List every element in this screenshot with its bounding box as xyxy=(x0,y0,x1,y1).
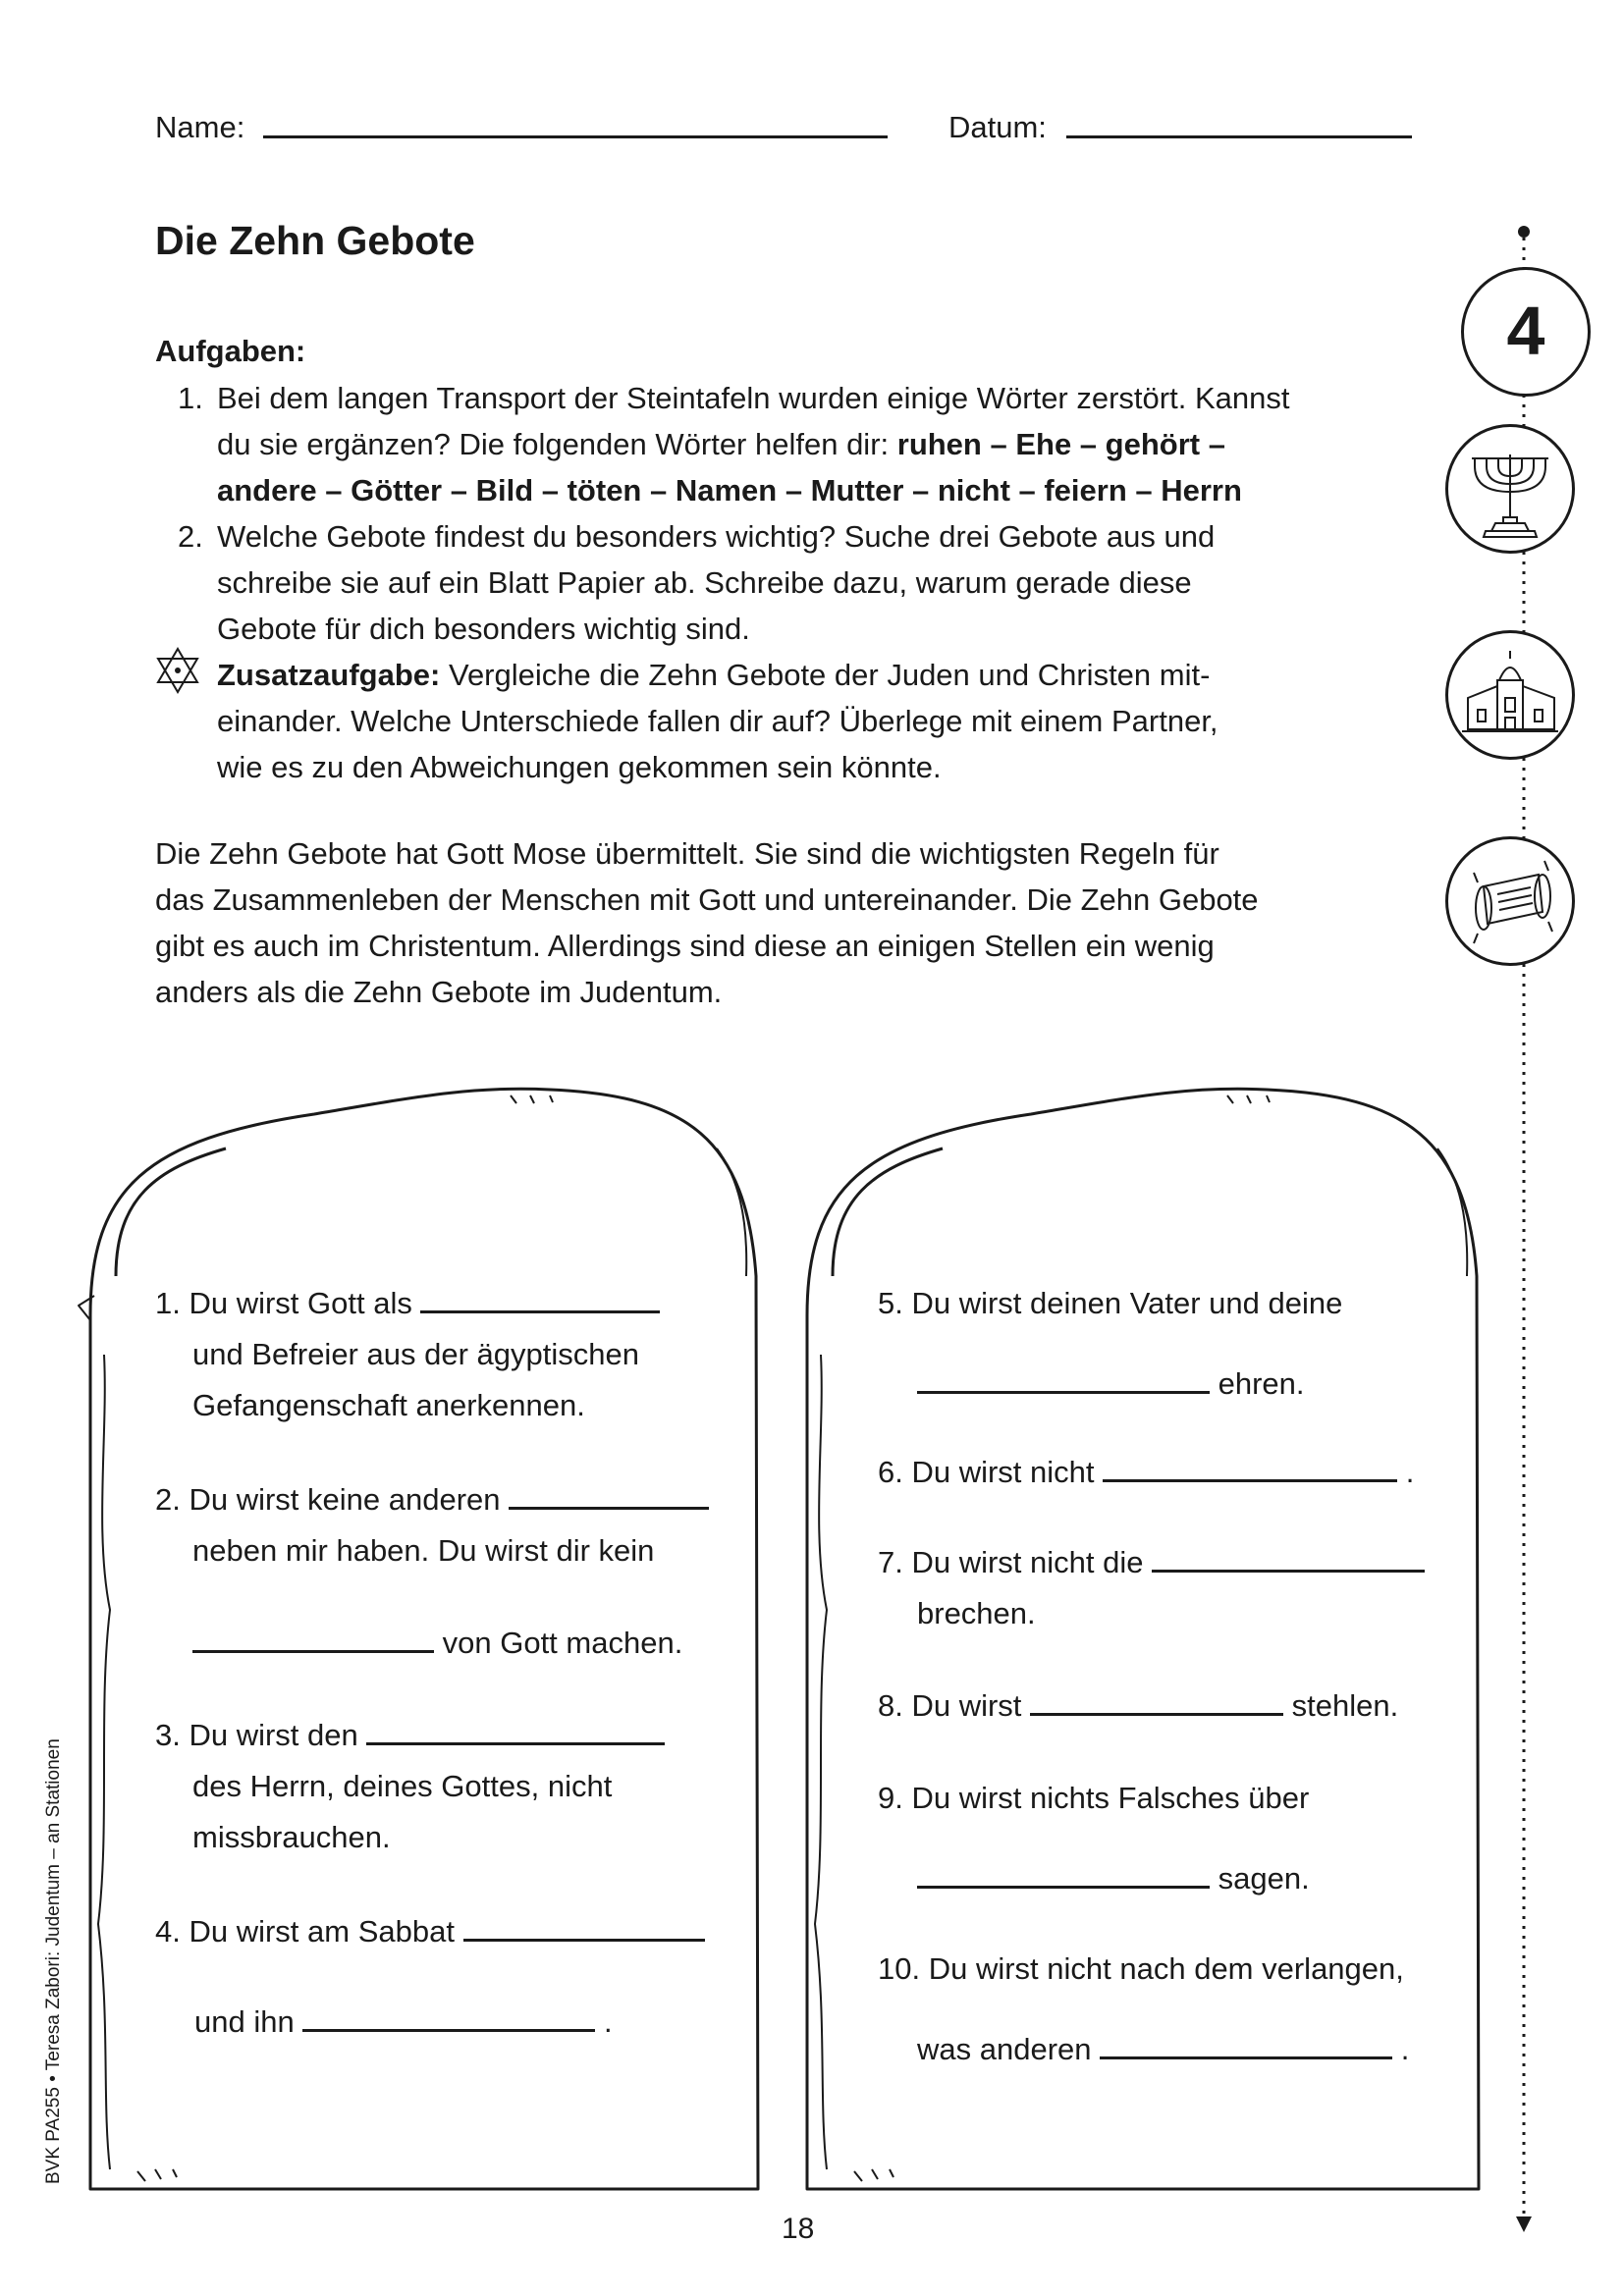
commandment-9-line2 xyxy=(917,1853,1310,1904)
station-number: 4 xyxy=(1506,293,1545,369)
publisher-credit: BVK PA255 • Teresa Zabori: Judentum – an Stationen xyxy=(43,1738,64,2184)
commandment-7 xyxy=(878,1537,1425,1588)
blank-field[interactable] xyxy=(302,2028,595,2032)
commandment-10: 10. Du wirst nicht nach dem verlangen, xyxy=(878,1951,1404,1986)
intro-text: das Zusammenleben der Menschen mit Gott und untereinander. Die Zehn Gebote xyxy=(155,882,1259,917)
commandment-text: 2. Du wirst keine anderen xyxy=(155,1482,501,1517)
blank-field[interactable] xyxy=(917,1390,1210,1394)
task-text-part: du sie ergänzen? Die folgenden Wörter helfen dir: xyxy=(217,427,897,461)
page-title: Die Zehn Gebote xyxy=(155,218,475,263)
extra-task-label: Zusatzaufgabe: xyxy=(217,658,441,692)
blank-field[interactable] xyxy=(1152,1569,1425,1573)
task-text: schreibe sie auf ein Blatt Papier ab. Schreibe dazu, warum gerade diese xyxy=(217,565,1192,600)
word-bank: ruhen – Ehe – gehört – xyxy=(896,427,1225,461)
intro-text: gibt es auch im Christentum. Allerdings sind diese an einigen Stellen ein wenig xyxy=(155,929,1215,963)
commandment-5: 5. Du wirst deinen Vater und deine xyxy=(878,1286,1343,1320)
commandment-1 xyxy=(155,1278,660,1329)
commandment-text: von Gott machen. xyxy=(442,1626,683,1660)
commandment-5-line2 xyxy=(917,1359,1305,1410)
commandment-text: . xyxy=(1400,2032,1410,2066)
commandment-6 xyxy=(878,1447,1414,1498)
task-number: 2. xyxy=(178,519,203,554)
commandment-text: brechen. xyxy=(917,1596,1036,1630)
commandment-10-line2 xyxy=(917,2024,1409,2075)
task-text: Welche Gebote findest du besonders wichtig? Suche drei Gebote aus und xyxy=(217,519,1216,554)
intro-text: anders als die Zehn Gebote im Judentum. xyxy=(155,975,723,1009)
date-label: Datum: xyxy=(948,110,1047,144)
tasks-heading: Aufgaben: xyxy=(155,334,306,368)
intro-text: Die Zehn Gebote hat Gott Mose übermittelt. Sie sind die wichtigsten Regeln für xyxy=(155,836,1219,871)
word-bank: andere – Götter – Bild – töten – Namen – Mutter – nicht – feiern – Herrn xyxy=(217,473,1242,507)
commandment-2-line3 xyxy=(192,1618,682,1669)
blank-field[interactable] xyxy=(917,1885,1210,1889)
commandment-text: 3. Du wirst den xyxy=(155,1718,358,1752)
commandment-4-line2 xyxy=(194,1997,613,2048)
extra-task-text: wie es zu den Abweichungen gekommen sein könnte. xyxy=(217,750,942,784)
blank-field[interactable] xyxy=(1103,1478,1397,1482)
commandment-text: ehren. xyxy=(1218,1366,1305,1401)
blank-field[interactable] xyxy=(463,1938,705,1942)
commandment-text: sagen. xyxy=(1218,1861,1310,1896)
blank-field[interactable] xyxy=(192,1649,434,1653)
commandment-text: und Befreier aus der ägyptischen xyxy=(192,1337,639,1371)
blank-field[interactable] xyxy=(366,1741,665,1745)
task-text: Bei dem langen Transport der Steintafeln wurden einige Wörter zerstört. Kannst xyxy=(217,381,1290,415)
commandment-text: neben mir haben. Du wirst dir kein xyxy=(192,1533,655,1568)
commandment-text: 7. Du wirst nicht die xyxy=(878,1545,1144,1579)
blank-field[interactable] xyxy=(509,1506,709,1510)
page-number: 18 xyxy=(782,2213,815,2245)
extra-task-text: einander. Welche Unterschiede fallen dir auf? Überlege mit einem Partner, xyxy=(217,704,1218,738)
commandment-4 xyxy=(155,1906,705,1957)
commandment-text: stehlen. xyxy=(1291,1688,1399,1723)
commandment-text: und ihn xyxy=(194,2004,295,2039)
commandment-text: 1. Du wirst Gott als xyxy=(155,1286,412,1320)
commandment-2 xyxy=(155,1474,709,1525)
task-text: Gebote für dich besonders wichtig sind. xyxy=(217,612,750,646)
commandment-text: missbrauchen. xyxy=(192,1820,391,1854)
blank-field[interactable] xyxy=(1030,1712,1283,1716)
commandment-text: . xyxy=(1405,1455,1415,1489)
commandment-3 xyxy=(155,1710,665,1761)
blank-field[interactable] xyxy=(420,1309,660,1313)
commandment-text: . xyxy=(603,2004,613,2039)
commandment-text: des Herrn, deines Gottes, nicht xyxy=(192,1769,613,1803)
commandment-8 xyxy=(878,1681,1398,1732)
name-label: Name: xyxy=(155,110,245,144)
commandment-text: Gefangenschaft anerkennen. xyxy=(192,1388,585,1422)
commandment-text: 4. Du wirst am Sabbat xyxy=(155,1914,455,1949)
blank-field[interactable] xyxy=(1100,2056,1392,2059)
commandment-9: 9. Du wirst nichts Falsches über xyxy=(878,1781,1310,1815)
commandment-text: was anderen xyxy=(917,2032,1092,2066)
commandment-text: 6. Du wirst nicht xyxy=(878,1455,1095,1489)
extra-task-part: Vergleiche die Zehn Gebote der Juden und Christen mit- xyxy=(440,658,1211,692)
task-number: 1. xyxy=(178,381,203,415)
commandment-text: 8. Du wirst xyxy=(878,1688,1022,1723)
